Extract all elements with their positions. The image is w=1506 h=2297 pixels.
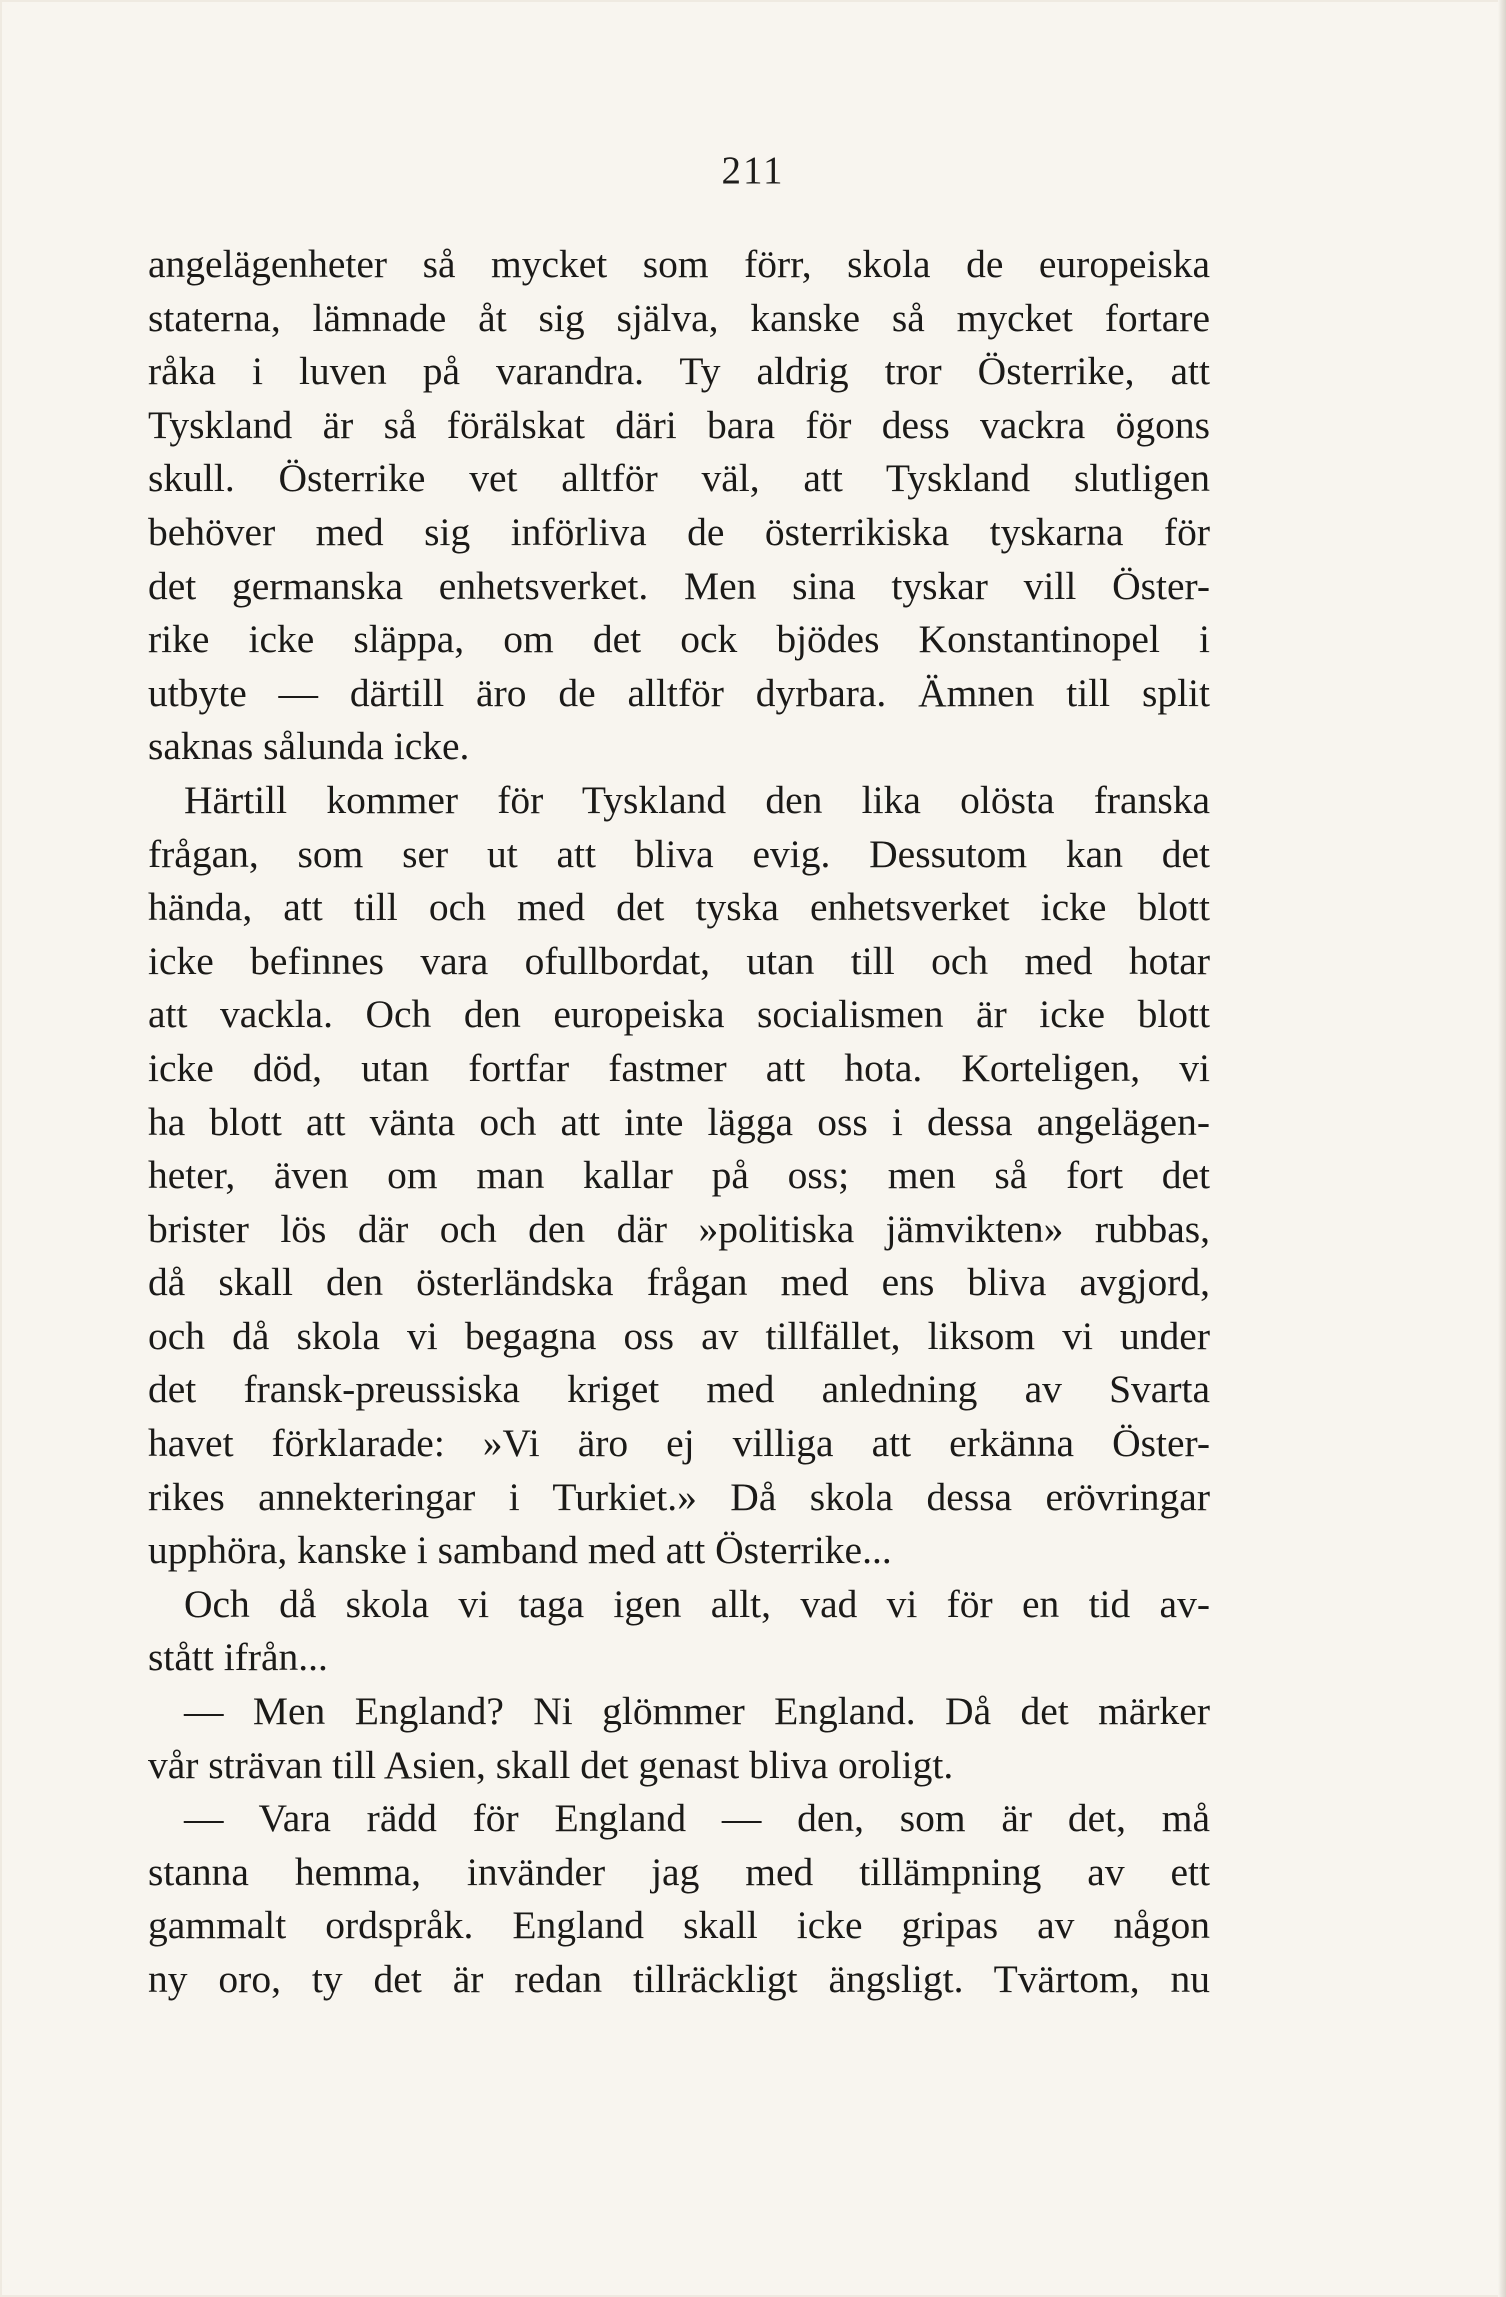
text-line: heter, även om man kallar på oss; men så fort det — [148, 1153, 1210, 1198]
text-line: rikes annekteringar i Turkiet.» Då skola dessa erövringar — [148, 1474, 1210, 1519]
text-line: saknas sålunda icke. — [148, 724, 470, 769]
text-line: stanna hemma, invänder jag med tillämpning av ett — [148, 1849, 1210, 1894]
page-number: 211 — [721, 149, 785, 192]
text-line: det germanska enhetsverket. Men sina tyskar vill Öster- — [148, 563, 1210, 608]
page-edge — [1498, 0, 1506, 2297]
text-line: havet förklarade: »Vi äro ej villiga att erkänna Öster- — [148, 1421, 1210, 1466]
text-line: frågan, som ser ut att bliva evig. Dessutom kan det — [148, 831, 1210, 876]
text-line: hända, att till och med det tyska enhetsverket icke blott — [148, 885, 1210, 930]
text-line: att vackla. Och den europeiska socialismen är icke blott — [148, 992, 1210, 1037]
text-line: utbyte — därtill äro de alltför dyrbara. Ämnen till split — [148, 670, 1210, 715]
text-line: skull. Österrike vet alltför väl, att Tyskland slutligen — [148, 456, 1210, 501]
text-line: råka i luven på varandra. Ty aldrig tror Österrike, att — [148, 349, 1210, 394]
text-line: ha blott att vänta och att inte lägga oss i dessa angelägen- — [148, 1099, 1210, 1144]
text-line: Härtill kommer för Tyskland den lika olösta franska — [184, 777, 1210, 822]
text-line: — Vara rädd för England — den, som är det, må — [184, 1796, 1210, 1841]
text-line: icke död, utan fortfar fastmer att hota. Korteligen, vi — [148, 1045, 1210, 1090]
text-line: Och då skola vi taga igen allt, vad vi för en tid av- — [184, 1581, 1210, 1626]
text-line: icke befinnes vara ofullbordat, utan till och med hotar — [148, 938, 1210, 983]
text-line: vår strävan till Asien, skall det genast bliva oroligt. — [148, 1742, 954, 1787]
text-line: angelägenheter så mycket som förr, skola de europeiska — [148, 242, 1210, 286]
text-line: rike icke släppa, om det ock bjödes Konstantinopel i — [148, 617, 1210, 662]
text-line: och då skola vi begagna oss av tillfället, liksom vi under — [148, 1313, 1210, 1358]
text-line: Tyskland är så förälskat däri bara för dess vackra ögons — [148, 402, 1210, 447]
text-line: staterna, lämnade åt sig själva, kanske så mycket fortare — [148, 295, 1210, 340]
body-text — [148, 238, 1210, 2007]
text-line: upphöra, kanske i samband med att Österrike... — [148, 1528, 892, 1573]
text-line: behöver med sig införliva de österrikiska tyskarna för — [148, 509, 1210, 554]
text-line: då skall den österländska frågan med ens bliva avgjord, — [148, 1260, 1210, 1305]
text-line: brister lös där och den där »politiska jämvikten» rubbas, — [148, 1206, 1210, 1251]
text-line: — Men England? Ni glömmer England. Då det märker — [184, 1689, 1210, 1734]
text-line: stått ifrån... — [148, 1635, 328, 1680]
text-line: ny oro, ty det är redan tillräckligt ängsligt. Tvärtom, nu — [148, 1957, 1210, 2001]
text-line: gammalt ordspråk. England skall icke gripas av någon — [148, 1903, 1210, 1948]
text-line: det fransk-preussiska kriget med anledning av Svarta — [148, 1367, 1210, 1412]
